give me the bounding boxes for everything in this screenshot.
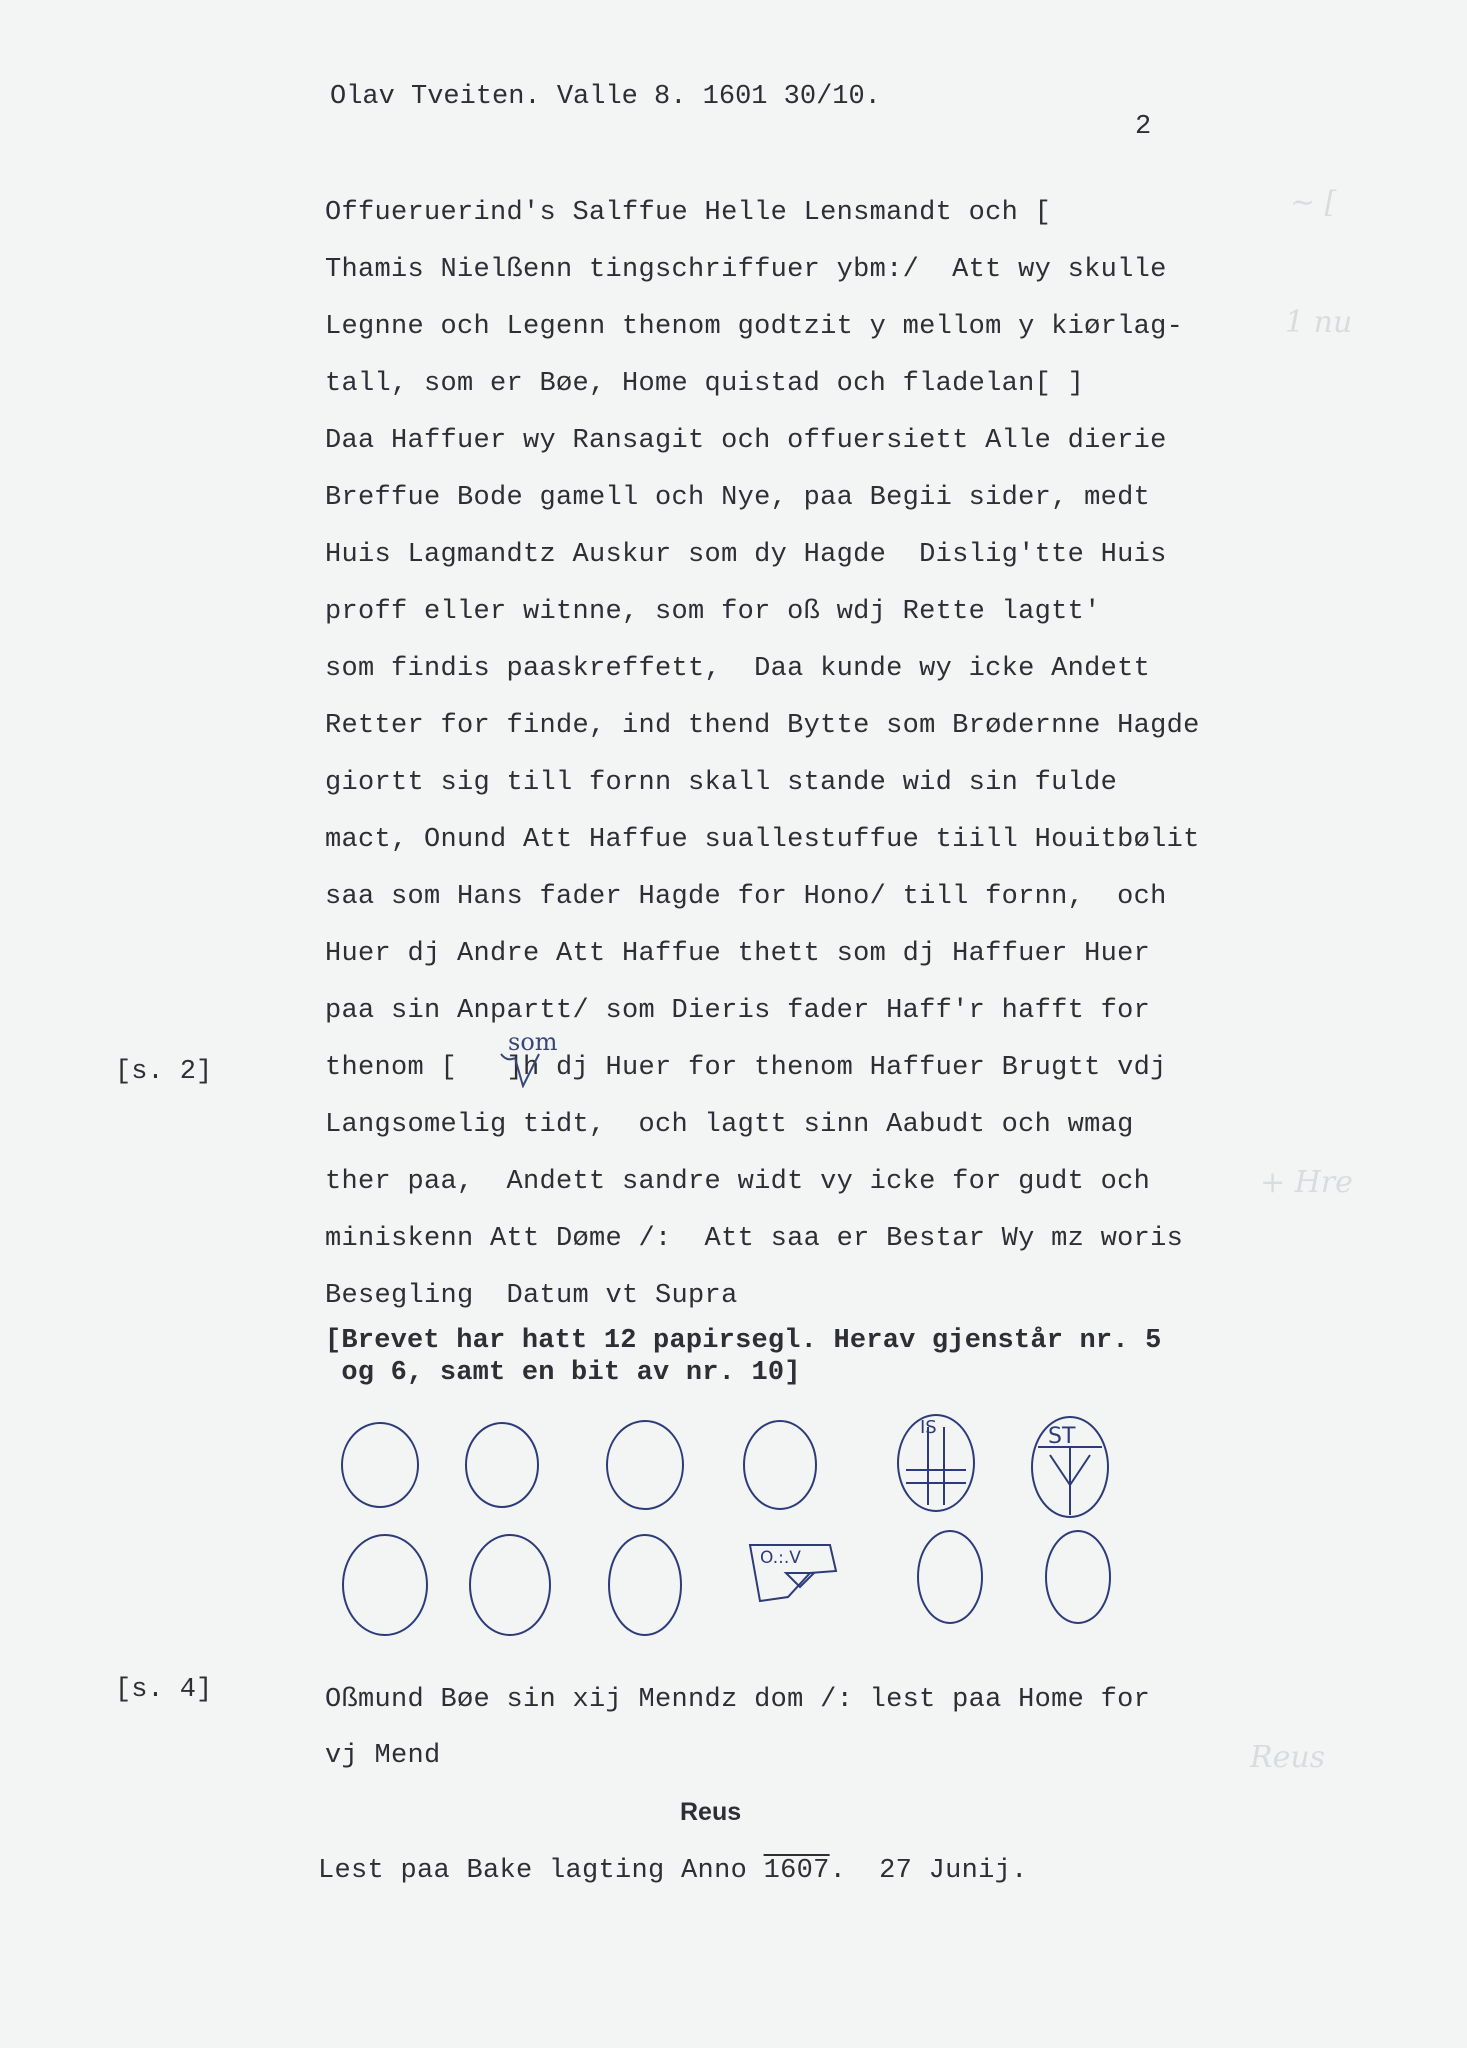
last-line-year: 1607 xyxy=(763,1856,830,1886)
body-line: Offueruerind's Salffue Helle Lensmandt och [ xyxy=(325,198,1052,228)
seal-sketch xyxy=(330,1405,1130,1665)
bleed-through-mark: ~ [ xyxy=(1290,185,1337,220)
page-number: 2 xyxy=(1135,112,1152,142)
insert-caret xyxy=(495,1050,565,1088)
body-line: Besegling Datum vt Supra xyxy=(325,1281,738,1311)
seal-5-cross xyxy=(906,1427,966,1505)
seal-5-label: IS xyxy=(920,1417,937,1438)
seal-12-outline xyxy=(1046,1531,1110,1623)
body-line: Thamis Nielßenn tingschriffuer ybm:/ Att wy skulle xyxy=(325,255,1167,285)
seal-1-outline xyxy=(342,1423,418,1507)
seal-8-outline xyxy=(470,1535,550,1635)
seal-11-outline xyxy=(918,1531,982,1623)
body-line: paa sin Anpartt/ som Dieris fader Haff'r hafft for xyxy=(325,996,1151,1026)
body-line: tall, som er Bøe, Home quistad och fladelan[ ] xyxy=(325,369,1085,399)
body-line: Huis Lagmandtz Auskur som dy Hagde Dislig'tte Huis xyxy=(325,540,1167,570)
seal-7-outline xyxy=(343,1535,427,1635)
archive-note-line: og 6, samt en bit av nr. 10] xyxy=(325,1358,801,1388)
seal-4-outline xyxy=(744,1421,816,1509)
body-line: proff eller witnne, som for oß wdj Rette lagtt' xyxy=(325,597,1101,627)
body-line: Retter for finde, ind thend Bytte som Brødernne Hagde xyxy=(325,711,1200,741)
bleed-through-mark: Reus xyxy=(1250,1740,1326,1775)
body-line: Huer dj Andre Att Haffue thett som dj Haffuer Huer xyxy=(325,939,1151,969)
body-line: Breffue Bode gamell och Nye, paa Begii sider, medt xyxy=(325,483,1151,513)
body-line: Langsomelig tidt, och lagtt sinn Aabudt och wmag xyxy=(325,1110,1134,1140)
footer-line: Oßmund Bøe sin xij Menndz dom /: lest paa Home for xyxy=(325,1685,1151,1715)
body-line: giortt sig till fornn skall stande wid sin fulde xyxy=(325,768,1118,798)
bleed-through-mark: 1 nu xyxy=(1285,305,1353,340)
seal-2-outline xyxy=(466,1423,538,1507)
last-line-before: Lest paa Bake lagting Anno xyxy=(318,1856,764,1886)
bleed-through-mark: + Hre xyxy=(1260,1165,1353,1200)
seal-9-outline xyxy=(609,1535,681,1635)
seal-6-label: ST xyxy=(1048,1424,1076,1449)
page-header xyxy=(0,52,1152,172)
seal-10-label: O.:.V xyxy=(760,1548,801,1568)
body-line: ther paa, Andett sandre widt vy icke for gudt och xyxy=(325,1167,1151,1197)
reus-heading: Reus xyxy=(680,1798,742,1826)
seal-6-mark xyxy=(1038,1447,1102,1515)
archive-note-line: [Brevet har hatt 12 papirsegl. Herav gjenstår nr. 5 xyxy=(325,1326,1162,1356)
interlinear-insert: som xyxy=(508,1028,558,1056)
body-line: Daa Haffuer wy Ransagit och offuersiett Alle dierie xyxy=(325,426,1167,456)
last-line xyxy=(318,1856,1028,1886)
last-line-after: . 27 Junij. xyxy=(829,1856,1028,1886)
body-line: thenom [ ]h dj Huer for thenom Haffuer Brugtt vdj xyxy=(325,1053,1167,1083)
body-line: mact, Onund Att Haffue suallestuffue tiill Houitbølit xyxy=(325,825,1200,855)
footer-line: vj Mend xyxy=(325,1741,441,1771)
body-line: Legnne och Legenn thenom godtzit y mellom y kiørlag- xyxy=(325,312,1184,342)
body-line: miniskenn Att Døme /: Att saa er Bestar Wy mz woris xyxy=(325,1224,1184,1254)
margin-note-s4: [s. 4] xyxy=(115,1675,213,1705)
seal-3-outline xyxy=(607,1421,683,1509)
body-line: som findis paaskreffett, Daa kunde wy icke Andett xyxy=(325,654,1151,684)
margin-note-s2: [s. 2] xyxy=(115,1057,213,1087)
body-line: saa som Hans fader Hagde for Hono/ till fornn, och xyxy=(325,882,1167,912)
header-title: Olav Tveiten. Valle 8. 1601 30/10. xyxy=(330,82,881,112)
